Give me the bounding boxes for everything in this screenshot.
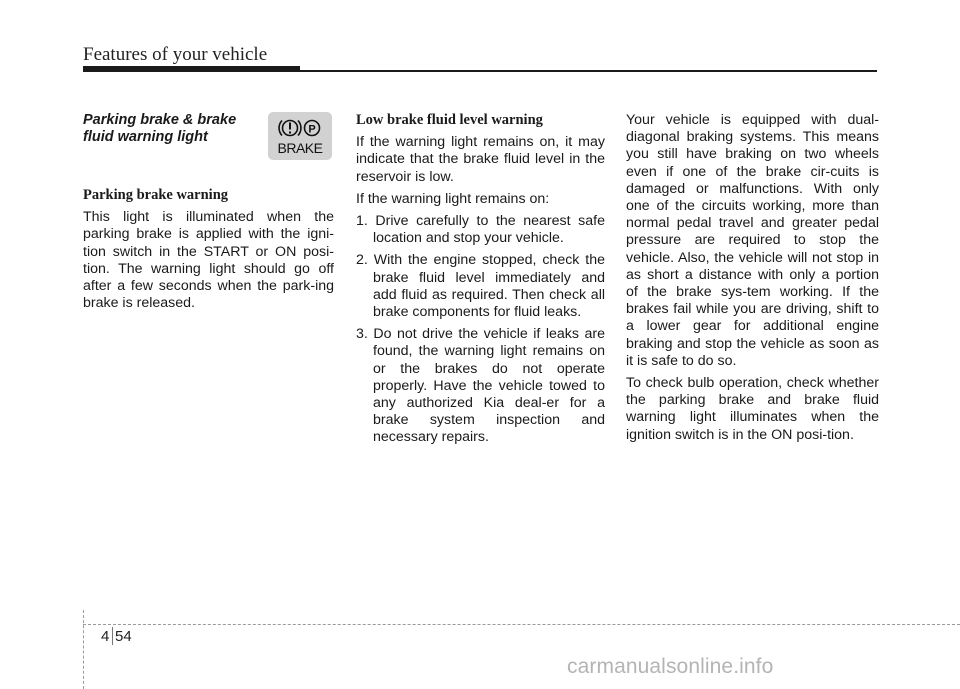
footer-vertical-rule [83,610,84,689]
bulb-check-paragraph: To check bulb operation, check whether the parking brake and brake fluid warning light illuminates when the ignition switch is in the ON posi-tion. [626,375,879,443]
dual-diagonal-paragraph: Your vehicle is equipped with dual-diagonal braking systems. This means you still have braking on two wheels even if one of the brake cir-cuits is damaged or malfunctions. With only one of the circuits working, more than normal pedal travel and greater pedal pressure are required to stop the vehicle. Also, the vehicle will not stop in as short a distance with only a portion of the brake sys-tem working. If the brakes fail while you are driving, shift to a lower gear for additional engine braking and stop the vehicle as soon as it is safe to do so. [626,112,879,369]
list-item: 1. Drive carefully to the nearest safe location and stop your vehicle. [356,213,605,247]
footer-rule [83,624,960,625]
header-title: Features of your vehicle [83,44,268,65]
parking-brake-paragraph: This light is illuminated when the parking brake is applied with the igni-tion switch in the START or ON posi-tion. The warning light should go off after a few seconds when the park-ing brake is released. [83,209,334,312]
page-number-divider [112,627,113,645]
svg-text:P: P [308,123,316,136]
header-rule-thin [83,70,877,72]
column-right [626,112,879,449]
list-item: 3. Do not drive the vehicle if leaks are found, the warning light remains on or the brakes do not operate properly. Have the vehicle towed to any authorized Kia deal-er for a brake system inspection and necessary repairs. [356,326,605,446]
chapter-number: 4 [101,628,110,645]
low-fluid-paragraph-1: If the warning light remains on, it may indicate that the brake fluid level in the reservoir is low. [356,134,605,185]
page-number: 54 [115,628,132,645]
column-middle [356,112,605,452]
brake-icon-label: BRAKE [277,140,323,156]
column-left [83,112,334,317]
low-fluid-paragraph-2: If the warning light remains on: [356,190,550,207]
low-fluid-subheading: Low brake fluid level warning [356,112,543,128]
list-item: 2. With the engine stopped, check the brake fluid level immediately and add fluid as required. Then check all brake components for fluid leaks. [356,252,605,321]
section-heading: Parking brake & brake fluid warning light [83,112,237,145]
watermark: carmanualsonline.info [567,655,774,678]
steps-list [356,213,605,447]
parking-brake-subheading: Parking brake warning [83,187,229,203]
